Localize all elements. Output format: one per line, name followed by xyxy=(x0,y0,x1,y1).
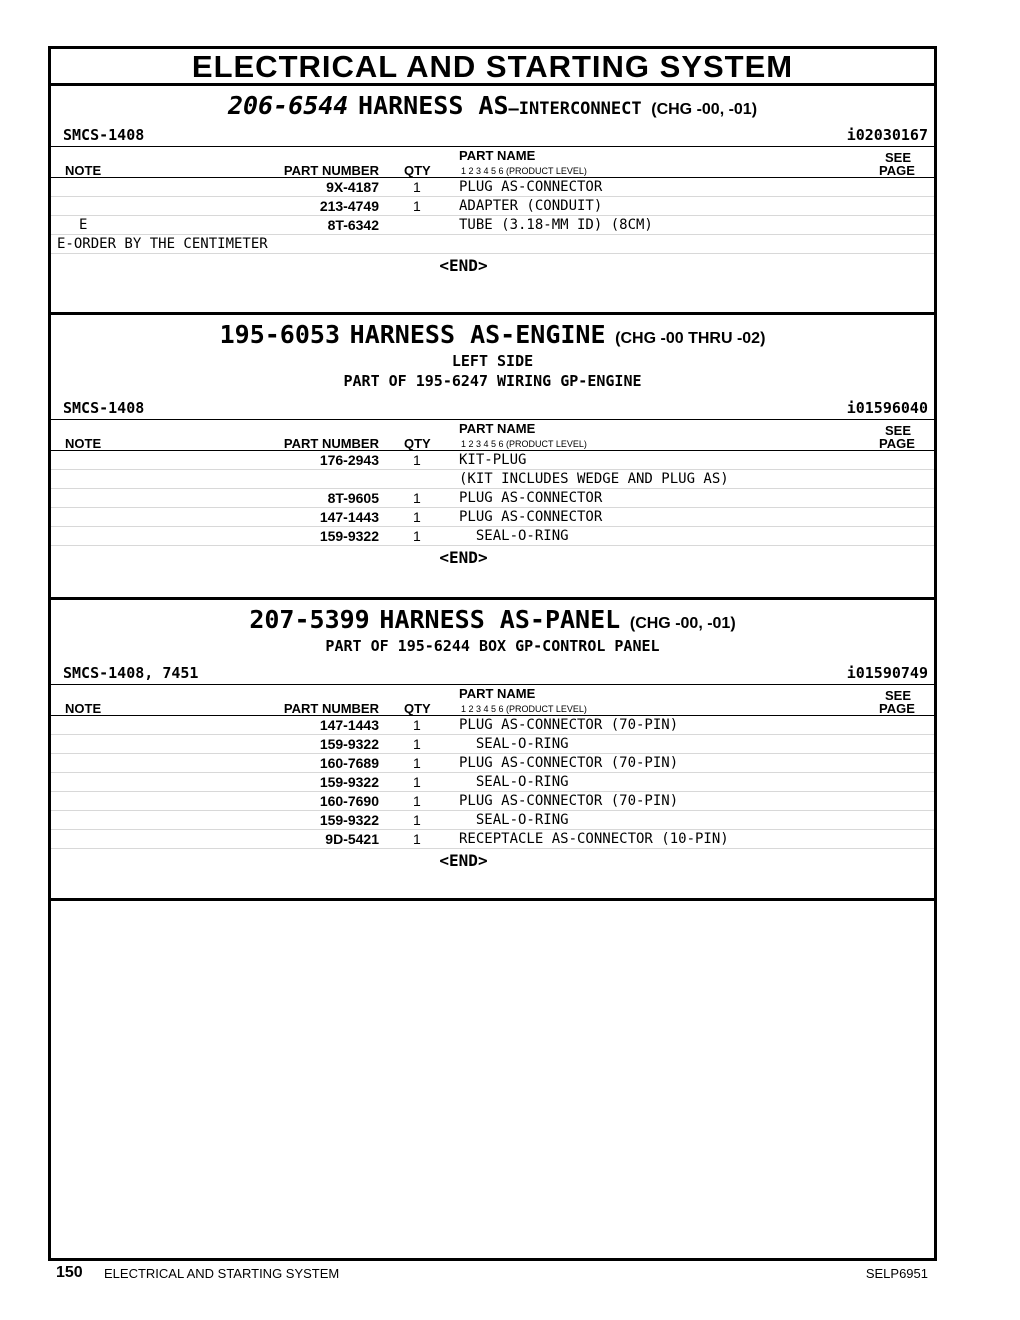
part-row xyxy=(51,773,934,792)
section-change-level: (CHG -00, -01) xyxy=(629,615,736,632)
col-part-name: PART NAME xyxy=(459,421,536,436)
part-qty: 1 xyxy=(413,452,421,468)
page-number: 150 xyxy=(56,1264,83,1281)
smcs-code: SMCS-1408 xyxy=(63,126,145,144)
part-row xyxy=(51,792,934,811)
part-qty: 1 xyxy=(413,179,421,195)
document-code: SELP6951 xyxy=(865,1266,928,1281)
part-row xyxy=(51,716,934,735)
col-product-level: 1 2 3 4 5 6 (PRODUCT LEVEL) xyxy=(461,166,587,176)
part-row xyxy=(51,527,934,546)
section-heading xyxy=(51,315,934,351)
part-name: (KIT INCLUDES WEDGE AND PLUG AS) xyxy=(459,471,729,487)
smcs-row xyxy=(51,397,934,420)
smcs-row xyxy=(51,662,934,685)
end-marker: <END> xyxy=(439,851,488,870)
col-qty: QTY xyxy=(404,701,431,716)
parts-section xyxy=(51,600,934,901)
part-number: 147-1443 xyxy=(319,717,379,733)
part-number: 159-9322 xyxy=(319,528,379,544)
col-qty: QTY xyxy=(404,436,431,451)
part-qty: 1 xyxy=(413,755,421,771)
part-name: SEAL-O-RING xyxy=(459,812,569,828)
end-marker: <END> xyxy=(439,256,488,275)
part-name: PLUG AS-CONNECTOR xyxy=(459,509,603,525)
part-name: PLUG AS-CONNECTOR (70-PIN) xyxy=(459,755,679,771)
section-part-number: 195-6053 xyxy=(219,320,341,349)
part-number: 8T-9605 xyxy=(327,490,379,506)
footer-title: ELECTRICAL AND STARTING SYSTEM xyxy=(104,1266,340,1281)
part-qty: 1 xyxy=(413,793,421,809)
part-name: KIT-PLUG xyxy=(459,452,527,468)
part-row xyxy=(51,451,934,470)
part-number: 9D-5421 xyxy=(325,831,379,847)
col-see: SEE xyxy=(885,688,912,703)
section-change-level: (CHG -00 THRU -02) xyxy=(615,330,766,347)
section-title: HARNESS AS xyxy=(358,91,509,120)
part-name: SEAL-O-RING xyxy=(459,736,569,752)
col-part-number: PART NUMBER xyxy=(283,701,379,716)
col-page: PAGE xyxy=(879,163,915,178)
part-name: TUBE (3.18-MM ID) (8CM) xyxy=(459,217,653,233)
column-header xyxy=(51,420,934,451)
part-qty: 1 xyxy=(413,831,421,847)
part-number: 160-7689 xyxy=(319,755,379,771)
column-header xyxy=(51,685,934,716)
col-part-name: PART NAME xyxy=(459,148,536,163)
section-part-number: 206-6544 xyxy=(227,91,349,120)
section-title: HARNESS AS-ENGINE xyxy=(349,320,606,349)
section-change-level: (CHG -00, -01) xyxy=(651,101,758,118)
part-qty: 1 xyxy=(413,736,421,752)
part-qty: 1 xyxy=(413,490,421,506)
part-number: 159-9322 xyxy=(319,812,379,828)
col-page: PAGE xyxy=(879,436,915,451)
part-row xyxy=(51,754,934,773)
part-name: ADAPTER (CONDUIT) xyxy=(459,198,603,214)
section-title: HARNESS AS-PANEL xyxy=(379,605,621,634)
part-number: 147-1443 xyxy=(319,509,379,525)
part-name: PLUG AS-CONNECTOR xyxy=(459,179,603,195)
section-title-suffix: —INTERCONNECT xyxy=(508,99,642,119)
column-header xyxy=(51,147,934,178)
part-qty: 1 xyxy=(413,528,421,544)
col-product-level: 1 2 3 4 5 6 (PRODUCT LEVEL) xyxy=(461,704,587,714)
part-row xyxy=(51,830,934,849)
smcs-row xyxy=(51,124,934,147)
part-row xyxy=(51,811,934,830)
part-row xyxy=(51,508,934,527)
part-row xyxy=(51,470,934,489)
illustration-id: i02030167 xyxy=(846,126,928,144)
part-row xyxy=(51,178,934,197)
col-see: SEE xyxy=(885,150,912,165)
part-qty: 1 xyxy=(413,717,421,733)
col-page: PAGE xyxy=(879,701,915,716)
part-name: PLUG AS-CONNECTOR (70-PIN) xyxy=(459,793,679,809)
part-qty: 1 xyxy=(413,198,421,214)
col-product-level: 1 2 3 4 5 6 (PRODUCT LEVEL) xyxy=(461,439,587,449)
col-qty: QTY xyxy=(404,163,431,178)
col-part-name: PART NAME xyxy=(459,686,536,701)
col-part-number: PART NUMBER xyxy=(283,163,379,178)
parts-section xyxy=(51,86,934,315)
part-name: SEAL-O-RING xyxy=(459,528,569,544)
part-qty: 1 xyxy=(413,812,421,828)
part-name: PLUG AS-CONNECTOR (70-PIN) xyxy=(459,717,679,733)
section-footnote: E-ORDER BY THE CENTIMETER xyxy=(51,235,934,254)
part-qty: 1 xyxy=(413,774,421,790)
section-subtitle: PART OF 195-6247 WIRING GP-ENGINE xyxy=(343,372,642,390)
part-number: 8T-6342 xyxy=(327,217,379,233)
part-number: 213-4749 xyxy=(319,198,379,214)
part-number: 159-9322 xyxy=(319,736,379,752)
page-title: ELECTRICAL AND STARTING SYSTEM xyxy=(51,49,934,86)
part-number: 160-7690 xyxy=(319,793,379,809)
part-number: 159-9322 xyxy=(319,774,379,790)
part-row xyxy=(51,197,934,216)
part-row xyxy=(51,735,934,754)
page-frame xyxy=(48,46,937,1261)
section-heading xyxy=(51,86,934,124)
col-part-number: PART NUMBER xyxy=(283,436,379,451)
smcs-code: SMCS-1408 xyxy=(63,399,145,417)
part-row xyxy=(51,216,934,235)
illustration-id: i01596040 xyxy=(846,399,928,417)
part-number: 9X-4187 xyxy=(326,179,379,195)
part-name: RECEPTACLE AS-CONNECTOR (10-PIN) xyxy=(459,831,729,847)
part-note: E xyxy=(79,217,88,233)
smcs-code: SMCS-1408, 7451 xyxy=(63,664,199,682)
col-note: NOTE xyxy=(65,163,102,178)
col-see: SEE xyxy=(885,423,912,438)
section-part-number: 207-5399 xyxy=(249,605,370,634)
end-marker: <END> xyxy=(439,548,488,567)
part-number: 176-2943 xyxy=(319,452,379,468)
part-row xyxy=(51,489,934,508)
parts-section xyxy=(51,315,934,600)
col-note: NOTE xyxy=(65,436,102,451)
section-subtitle: LEFT SIDE xyxy=(451,352,534,370)
section-subtitle: PART OF 195-6244 BOX GP-CONTROL PANEL xyxy=(325,637,660,655)
col-note: NOTE xyxy=(65,701,102,716)
part-name: SEAL-O-RING xyxy=(459,774,569,790)
part-qty: 1 xyxy=(413,509,421,525)
part-name: PLUG AS-CONNECTOR xyxy=(459,490,603,506)
illustration-id: i01590749 xyxy=(846,664,928,682)
section-heading xyxy=(51,600,934,636)
